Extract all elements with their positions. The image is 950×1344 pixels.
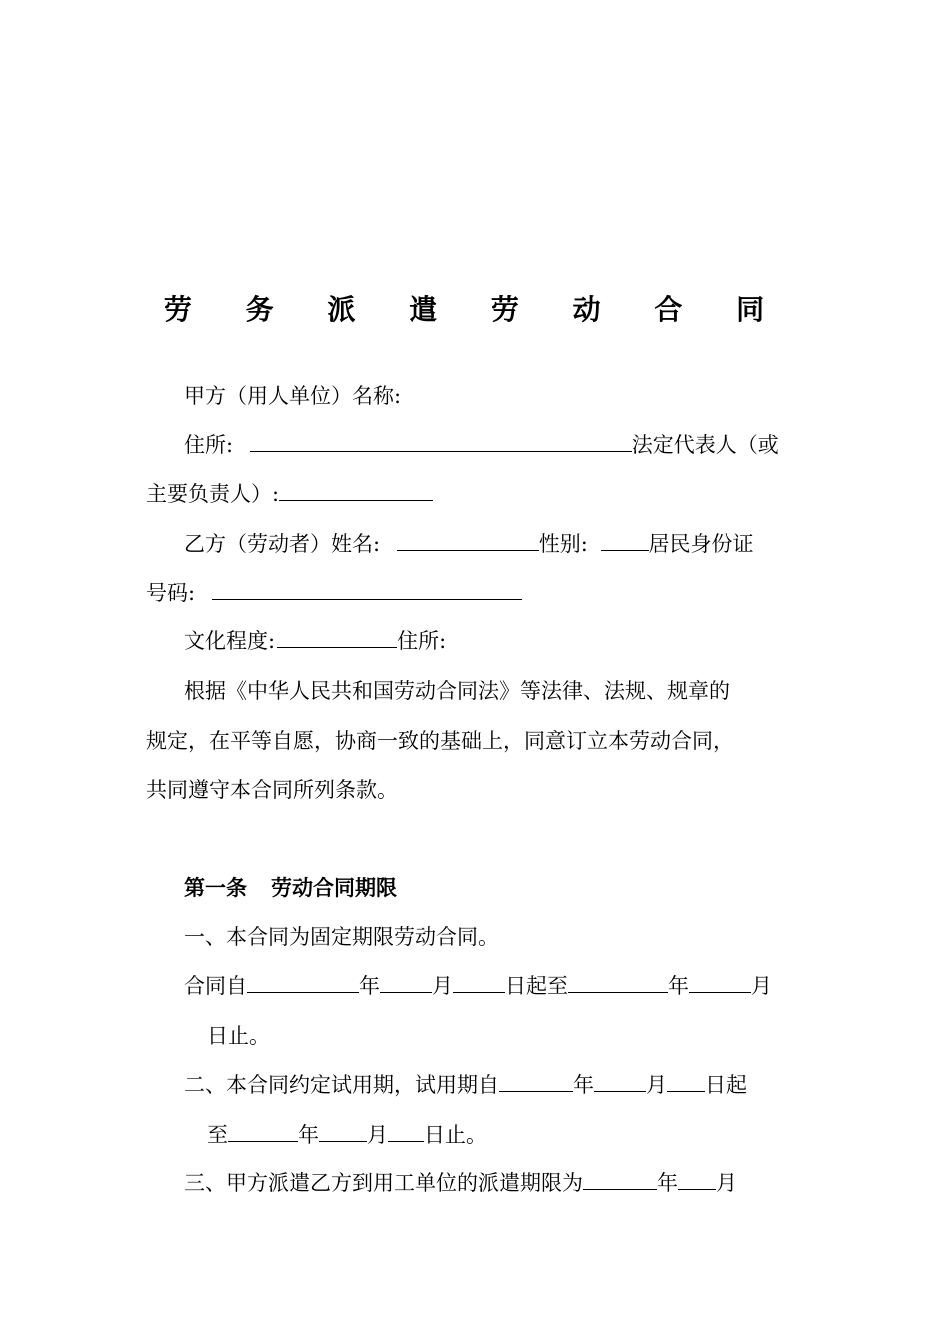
article-1-number: 第一条 [184,875,247,900]
term-day-start-label: 日起至 [505,974,568,998]
term-start-month-field[interactable] [380,972,432,993]
probation-month-label: 月 [646,1073,667,1097]
preamble-line-1: 根据《中华人民共和国劳动合同法》等法律、法规、规章的 [184,679,730,703]
party-b-name-label: 乙方（劳动者）姓名: [184,532,381,556]
probation-day-start-label: 日起 [705,1073,747,1097]
party-b-gender-field[interactable] [601,530,649,551]
probation-end-year-field[interactable] [228,1121,298,1142]
dispatch-year-label: 年 [657,1171,678,1195]
party-b-id-label: 居民身份证 [648,532,754,556]
party-b-education-line [184,626,446,656]
party-b-id-field[interactable] [212,579,522,600]
probation-label: 二、本合同约定试用期，试用期自 [184,1073,499,1097]
term-end-label: 日止。 [207,1024,270,1048]
contract-term-line [184,971,772,1001]
term-end-month-label: 月 [751,974,772,998]
probation-start-month-field[interactable] [594,1071,646,1092]
term-from-label: 合同自 [184,974,247,998]
preamble-line-3: 共同遵守本合同所列条款。 [146,778,398,802]
party-a-address-label: 住所: [184,433,234,457]
article-1-title: 劳动合同期限 [271,875,397,900]
party-b-id-label-cont: 号码: [146,581,196,605]
party-b-name-line [184,529,754,559]
probation-end-label: 日止。 [424,1123,487,1147]
probation-end-line [207,1120,487,1150]
party-a-name-label: 甲方（用人单位）名称: [184,384,402,408]
dispatch-term-line [184,1168,737,1198]
party-a-address-line [184,430,779,460]
document-title: 劳 务 派 遣 劳 动 合 同 [163,293,787,326]
term-start-day-field[interactable] [453,972,505,993]
term-start-year-field[interactable] [247,972,359,993]
term-month-label: 月 [432,974,453,998]
party-a-name-line [184,381,401,411]
party-a-address-field[interactable] [250,431,632,452]
probation-end-month-field[interactable] [319,1121,367,1142]
article-1-item-1: 一、本合同为固定期限劳动合同。 [184,925,499,949]
probation-end-year-label: 年 [298,1123,319,1147]
party-a-rep-line [146,479,433,509]
dispatch-term-label: 三、甲方派遣乙方到用工单位的派遣期限为 [184,1171,583,1195]
dispatch-months-field[interactable] [678,1169,716,1190]
party-a-rep-label-cont: 主要负责人）: [146,482,280,506]
party-b-education-label: 文化程度: [184,629,276,653]
probation-start-day-field[interactable] [667,1071,705,1092]
party-b-id-line [146,578,522,608]
party-a-rep-label: 法定代表人（或 [631,433,779,457]
probation-to-label: 至 [207,1123,228,1147]
probation-end-day-field[interactable] [388,1121,424,1142]
term-year-label: 年 [359,974,380,998]
dispatch-month-label: 月 [716,1171,737,1195]
contract-term-end-line [207,1021,270,1051]
party-b-name-field[interactable] [397,530,539,551]
preamble-line-2: 规定，在平等自愿，协商一致的基础上，同意订立本劳动合同， [146,729,734,753]
article-1-heading [184,873,397,903]
party-a-rep-field[interactable] [279,480,433,501]
probation-line [184,1070,747,1100]
party-b-address-label: 住所: [397,629,447,653]
probation-start-year-field[interactable] [499,1071,573,1092]
party-b-gender-label: 性别: [538,532,588,556]
term-end-year-field[interactable] [568,972,668,993]
probation-year-label: 年 [573,1073,594,1097]
probation-end-month-label: 月 [367,1123,388,1147]
dispatch-years-field[interactable] [583,1169,657,1190]
term-end-month-field[interactable] [689,972,751,993]
term-end-year-label: 年 [668,974,689,998]
party-b-education-field[interactable] [277,627,397,648]
